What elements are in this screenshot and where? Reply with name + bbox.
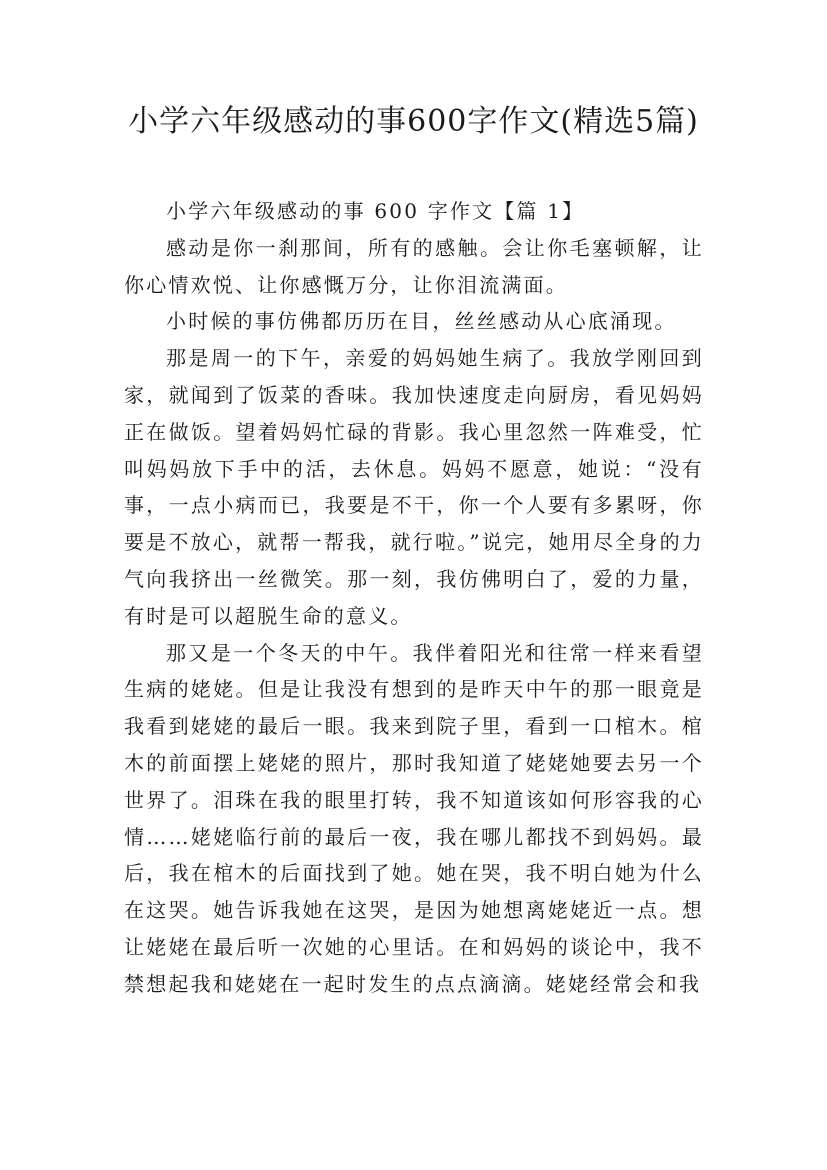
paragraph: 那是周一的下午，亲爱的妈妈她生病了。我放学刚回到家，就闻到了饭菜的香味。我加快速度走向厨房，看见妈妈正在做饭。望着妈妈忙碌的背影。我心里忽然一阵难受，忙叫妈妈放下手中的活，去休息。妈妈不愿意，她说：“没有事，一点小病而已，我要是不干，你一个人要有多累呀，你要是不放心，就帮一帮我，就行啦。”说完，她用尽全身的力气向我挤出一丝微笑。那一刻，我仿佛明白了，爱的力量，有时是可以超脱生命的意义。 <box>124 346 704 628</box>
paragraph: 小时候的事仿佛都历历在目，丝丝感动从心底涌现。 <box>166 309 677 334</box>
paragraph: 感动是你一刹那间，所有的感触。会让你毛塞顿解，让你心情欢悦、让你感慨万分，让你泪流满面。 <box>124 235 704 297</box>
document-title: 小学六年级感动的事600字作文(精选5篇) <box>128 104 699 139</box>
section-heading: 小学六年级感动的事 600 字作文【篇 1】 <box>166 199 585 223</box>
paragraph: 那又是一个冬天的中午。我伴着阳光和往常一样来看望生病的姥姥。但是让我没有想到的是昨天中午的那一眼竟是我看到姥姥的最后一眼。我来到院子里，看到一口棺木。棺木的前面摆上姥姥的照片，那时我知道了姥姥她要去另一个世界了。泪珠在我的眼里打转，我不知道该如何形容我的心情……姥姥临行前的最后一夜，我在哪儿都找不到妈妈。最后，我在棺木的后面找到了她。她在哭，我不明白她为什么在这哭。她告诉我她在这哭，是因为她想离姥姥近一点。想让姥姥在最后听一次她的心里话。在和妈妈的谈论中，我不禁想起我和姥姥在一起时发生的点点滴滴。姥姥经常会和我 <box>124 640 704 996</box>
document-body <box>124 193 704 1003</box>
